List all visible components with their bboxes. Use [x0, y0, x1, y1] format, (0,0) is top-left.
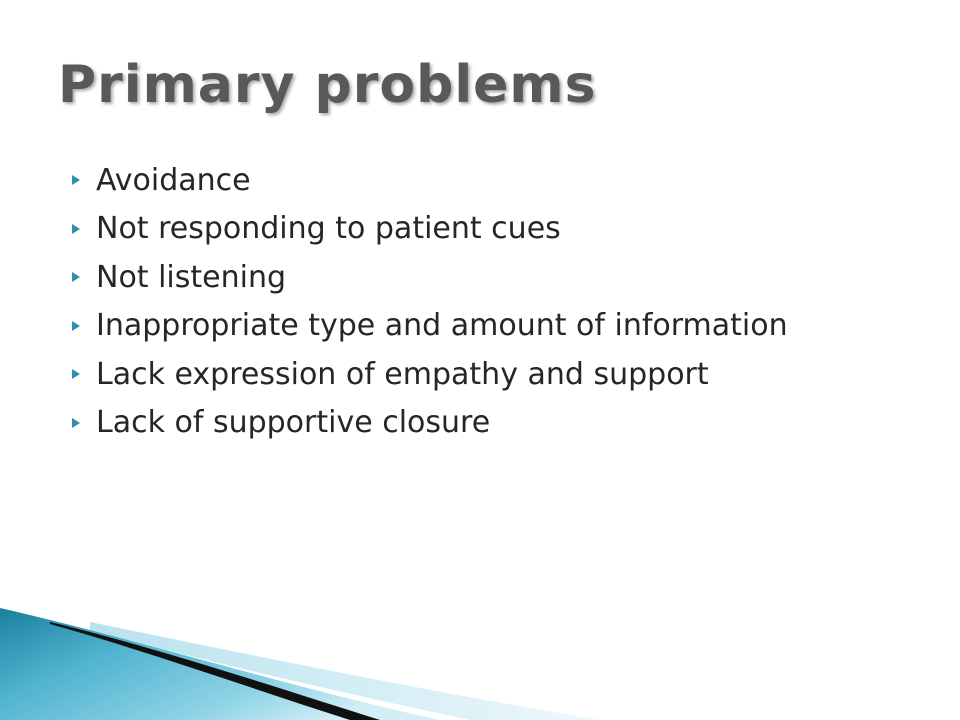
- list-item: [72, 205, 788, 254]
- bullet-text: Not listening: [96, 259, 287, 295]
- wave-blue-band: [0, 608, 440, 720]
- bullet-text: Not responding to patient cues: [96, 211, 561, 247]
- bullet-list: [72, 156, 788, 447]
- list-item: [72, 399, 788, 448]
- triangle-right-icon: [72, 418, 80, 428]
- slide-title: Primary problems: [58, 55, 597, 115]
- triangle-right-icon: [72, 272, 80, 282]
- triangle-right-icon: [72, 321, 80, 331]
- wave-black-stroke: [50, 622, 380, 720]
- bullet-text: Lack expression of empathy and support: [96, 356, 709, 392]
- list-item: [72, 350, 788, 399]
- triangle-right-icon: [72, 175, 80, 185]
- bullet-text: Inappropriate type and amount of information: [96, 308, 788, 344]
- wave-pale-band: [90, 622, 600, 720]
- list-item: [72, 253, 788, 302]
- triangle-right-icon: [72, 224, 80, 234]
- triangle-right-icon: [72, 369, 80, 379]
- bullet-text: Avoidance: [96, 162, 251, 198]
- list-item: [72, 156, 788, 205]
- bullet-text: Lack of supportive closure: [96, 405, 491, 441]
- list-item: [72, 302, 788, 351]
